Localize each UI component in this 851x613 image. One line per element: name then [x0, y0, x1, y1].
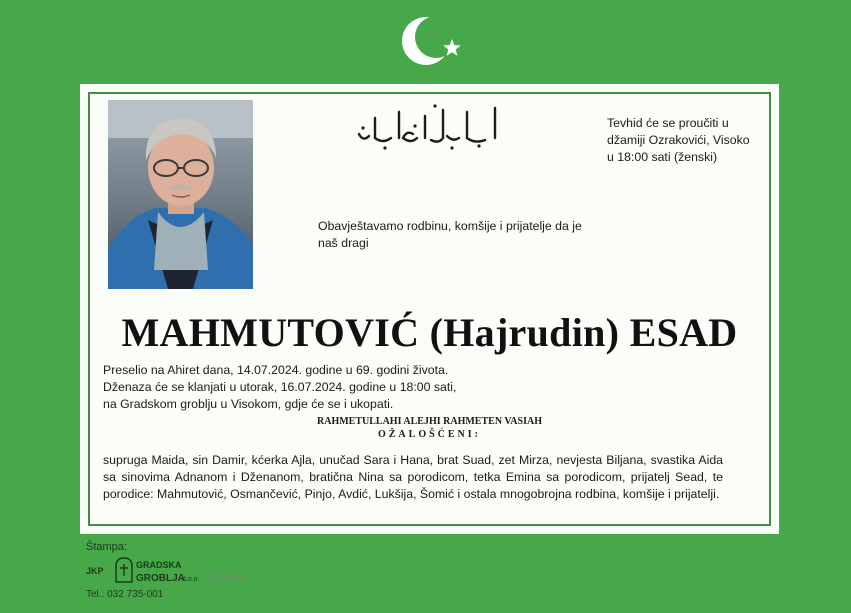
logo-line-2: GROBLJA: [136, 573, 185, 584]
phone-number: Tel.: 032 735-001: [86, 589, 164, 600]
logo-prefix: JKP: [86, 566, 104, 576]
mourners-list: supruga Maida, sin Damir, kćerka Ajla, unučad Sara i Hana, brat Suad, zet Mirza, nevjesta Biljana, svastika Aida sa sinovima Adnanom i Dženanom, bratična Nina sa porodicom, tetka Emina sa porodicom, prijatelj Sead, te porodice: Mahmutović, Osmančević, Pinjo, Avdić, Lukšija, Šomić i ostala mnogobrojna rodbina, komšije i prijatelji.: [103, 453, 723, 501]
prayer-line: RAHMETULLAHI ALEJHI RAHMETEN VASIAH: [317, 416, 542, 427]
tevhid-notice: [607, 115, 777, 166]
logo-line-1: GRADSKA: [136, 560, 182, 570]
tevhid-line-1: Tevhid će se proučiti u: [607, 116, 729, 130]
announcement-text: [318, 218, 608, 252]
tevhid-line-2: džamiji Ozrakovići, Visoko: [607, 133, 750, 147]
announcement-line-2: naš dragi: [318, 236, 369, 250]
details-line-1: Preselio na Ahiret dana, 14.07.2024. godine u 69. godini života.: [103, 363, 449, 377]
logo-city: VISOKO: [207, 573, 246, 584]
details-line-3: na Gradskom groblju u Visokom, gdje će se i ukopati.: [103, 397, 394, 411]
deceased-name: MAHMUTOVIĆ (Hajrudin) ESAD: [121, 310, 738, 355]
portrait-photo: [108, 100, 253, 289]
funeral-details: [103, 362, 583, 413]
arabic-calligraphy-icon: [355, 98, 505, 152]
stamp-label: Štampa:: [86, 541, 127, 553]
details-line-2: Dženaza će se klanjati u utorak, 16.07.2024. godine u 18:00 sati,: [103, 380, 457, 394]
logo-suffix: d.o.o.: [182, 576, 200, 583]
crescent-star-icon: [396, 6, 466, 76]
announcement-line-1: Obavještavamo rodbinu, komšije i prijatelje da je: [318, 219, 582, 233]
cemetery-logo-icon: [86, 556, 251, 586]
tevhid-line-3: u 18:00 sati (ženski): [607, 150, 718, 164]
mourners-heading: OŽALOŠĆENI:: [377, 429, 481, 440]
